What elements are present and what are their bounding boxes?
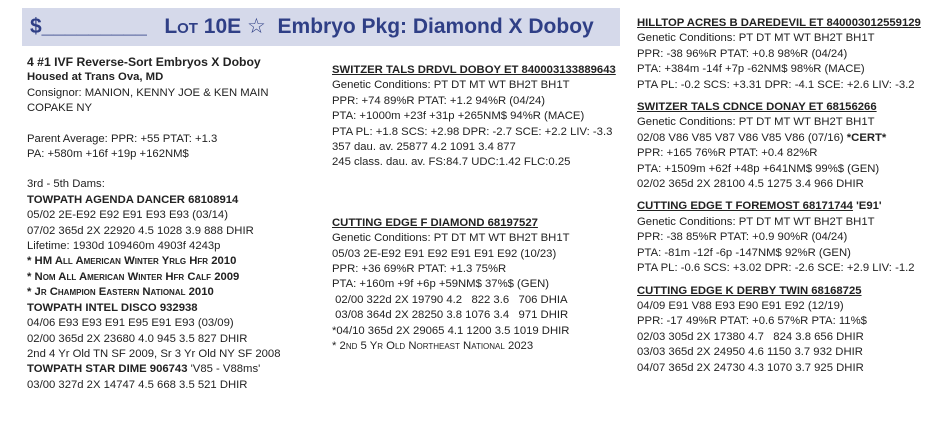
dam-line: 03/00 327d 2X 14747 4.5 668 3.5 521 DHIR	[27, 378, 248, 391]
animal-line: 02/02 365d 2X 28100 4.5 1275 3.4 966 DHIR	[637, 178, 864, 191]
column-pedigree	[637, 16, 921, 376]
dam-line: 02/00 365d 2X 23680 4.0 945 3.5 827 DHIR	[27, 332, 248, 345]
sire-name: HILLTOP ACRES B DAREDEVIL ET 840003012559129	[637, 17, 921, 29]
dam-line: 05/03 2E-E92 E91 E92 E91 E91 E92 (10/23)	[332, 247, 557, 260]
dam-honor: * Nom All American Winter Hfr Calf 2009	[27, 270, 240, 283]
dam-name: TOWPATH AGENDA DANCER 68108914	[27, 193, 239, 206]
dam-line: 03/08 364d 2X 28250 3.8 1076 3.4 971 DHIR	[332, 309, 569, 322]
sire-line: Genetic Conditions: PT DT MT WT BH2T BH1T	[332, 79, 570, 92]
sire-line: PTA PL: +1.8 SCS: +2.98 DPR: -2.7 SCE: +2.2 LIV: -3.3	[332, 125, 613, 138]
dam-line: 05/02 2E-E92 E92 E91 E93 E93 (03/14)	[27, 209, 228, 222]
dam-name: CUTTING EDGE F DIAMOND 68197527	[332, 216, 538, 229]
sire-line: PTA: +1000m +23f +31p +265NM$ 94%R (MACE)	[332, 110, 585, 123]
animal-line: 04/07 365d 2X 24730 4.3 1070 3.7 925 DHIR	[637, 361, 864, 374]
dam-honor: * Jr Champion Eastern National 2010	[27, 286, 214, 299]
dams-heading: 3rd - 5th Dams:	[27, 178, 105, 191]
dam-name: TOWPATH INTEL DISCO 932938	[27, 301, 198, 314]
dam-line: Lifetime: 1930d 109460m 4903f 4243p	[27, 240, 221, 253]
lot-number: Lot 10E	[164, 15, 242, 38]
column-lot-details	[27, 55, 280, 393]
animal-line: Genetic Conditions: PT DT MT WT BH2T BH1T	[637, 215, 875, 228]
animal-line: Genetic Conditions: PT DT MT WT BH2T BH1T	[637, 116, 875, 129]
dam-honor: * HM All American Winter Yrlg Hfr 2010	[27, 255, 237, 268]
animal-name: CUTTING EDGE T FOREMOST 68171744	[637, 200, 853, 213]
dam-line: 07/02 365d 2X 22920 4.5 1028 3.9 888 DHIR	[27, 224, 254, 237]
consignor-location: COPAKE NY	[27, 102, 93, 115]
dam-line: 2nd 4 Yr Old TN SF 2009, Sr 3 Yr Old NY SF 2008	[27, 347, 281, 360]
animal-name: SWITZER TALS CDNCE DONAY ET 68156266	[637, 101, 877, 114]
animal-name: CUTTING EDGE K DERBY TWIN 68168725	[637, 284, 862, 297]
sire-line: 245 class. dau. av. FS:84.7 UDC:1.42 FLC:0.25	[332, 156, 571, 169]
sire-name: SWITZER TALS DRDVL DOBOY ET 840003133889643	[332, 64, 616, 76]
dam-line: 04/06 E93 E93 E91 E95 E91 E93 (03/09)	[27, 317, 234, 330]
sire-line: Genetic Conditions: PT DT MT WT BH2T BH1T	[637, 32, 875, 45]
dam-line: PTA: +160m +9f +6p +59NM$ 37%$ (GEN)	[332, 278, 550, 291]
sire-line: PTA PL: -0.2 SCS: +3.31 DPR: -4.1 SCE: +2.6 LIV: -3.2	[637, 78, 915, 91]
sire-line: PPR: +74 89%R PTAT: +1.2 94%R (04/24)	[332, 94, 546, 107]
parent-average-pa: PA: +580m +16f +19p +162NM$	[27, 148, 189, 161]
dam-line: PPR: +36 69%R PTAT: +1.3 75%R	[332, 263, 507, 276]
lot-header	[30, 14, 594, 39]
animal-score-note: 'E91'	[852, 200, 882, 213]
animal-line: PTA PL: -0.6 SCS: +3.02 DPR: -2.6 SCE: +2.9 LIV: -1.2	[637, 262, 915, 275]
dam-honor: * 2nd 5 Yr Old Northeast National 2023	[332, 340, 534, 353]
animal-line: PPR: +165 76%R PTAT: +0.4 82%R	[637, 147, 818, 160]
parent-average-ppr: Parent Average: PPR: +55 PTAT: +1.3	[27, 132, 218, 145]
animal-line: PTA: +1509m +62f +48p +641NM$ 99%$ (GEN)	[637, 162, 880, 175]
animal-line: 02/03 305d 2X 17380 4.7 824 3.8 656 DHIR	[637, 330, 864, 343]
animal-line: 02/08 V86 V85 V87 V86 V85 V86 (07/16)	[637, 131, 847, 144]
sire-line: PPR: -38 96%R PTAT: +0.8 98%R (04/24)	[637, 47, 848, 60]
dam-line: Genetic Conditions: PT DT MT WT BH2T BH1T	[332, 232, 570, 245]
lot-header-banner	[22, 8, 620, 46]
housed-location: Housed at Trans Ova, MD	[27, 71, 164, 84]
animal-line: 03/03 365d 2X 24950 4.6 1150 3.7 932 DHIR	[637, 346, 863, 359]
dam-score-note: 'V85 - V88ms'	[187, 363, 261, 376]
star-icon: ☆	[247, 15, 266, 38]
column-sire-and-dam	[332, 63, 616, 355]
lot-title: Embryo Pkg: Diamond X Doboy	[277, 15, 594, 38]
animal-line: PTA: -81m -12f -6p -147NM$ 92%R (GEN)	[637, 246, 851, 259]
animal-line: PPR: -38 85%R PTAT: +0.9 90%R (04/24)	[637, 231, 848, 244]
sire-line: PTA: +384m -14f +7p -62NM$ 98%R (MACE)	[637, 63, 865, 76]
lot-headline: 4 #1 IVF Reverse-Sort Embryos X Doboy	[27, 55, 261, 69]
dam-name: TOWPATH STAR DIME 906743	[27, 363, 188, 376]
consignor: Consignor: MANION, KENNY JOE & KEN MAIN	[27, 86, 269, 99]
dam-line: 02/00 322d 2X 19790 4.2 822 3.6 706 DHIA	[332, 293, 568, 306]
animal-line: 04/09 E91 V88 E93 E90 E91 E92 (12/19)	[637, 299, 844, 312]
cert-badge: *CERT*	[846, 131, 887, 144]
dam-line: *04/10 365d 2X 29065 4.1 1200 3.5 1019 DHIR	[332, 324, 570, 337]
animal-line: PPR: -17 49%R PTAT: +0.6 57%R PTA: 11%$	[637, 315, 867, 328]
price-blank: $_________	[30, 15, 147, 38]
sire-line: 357 dau. av. 25877 4.2 1091 3.4 877	[332, 141, 516, 154]
